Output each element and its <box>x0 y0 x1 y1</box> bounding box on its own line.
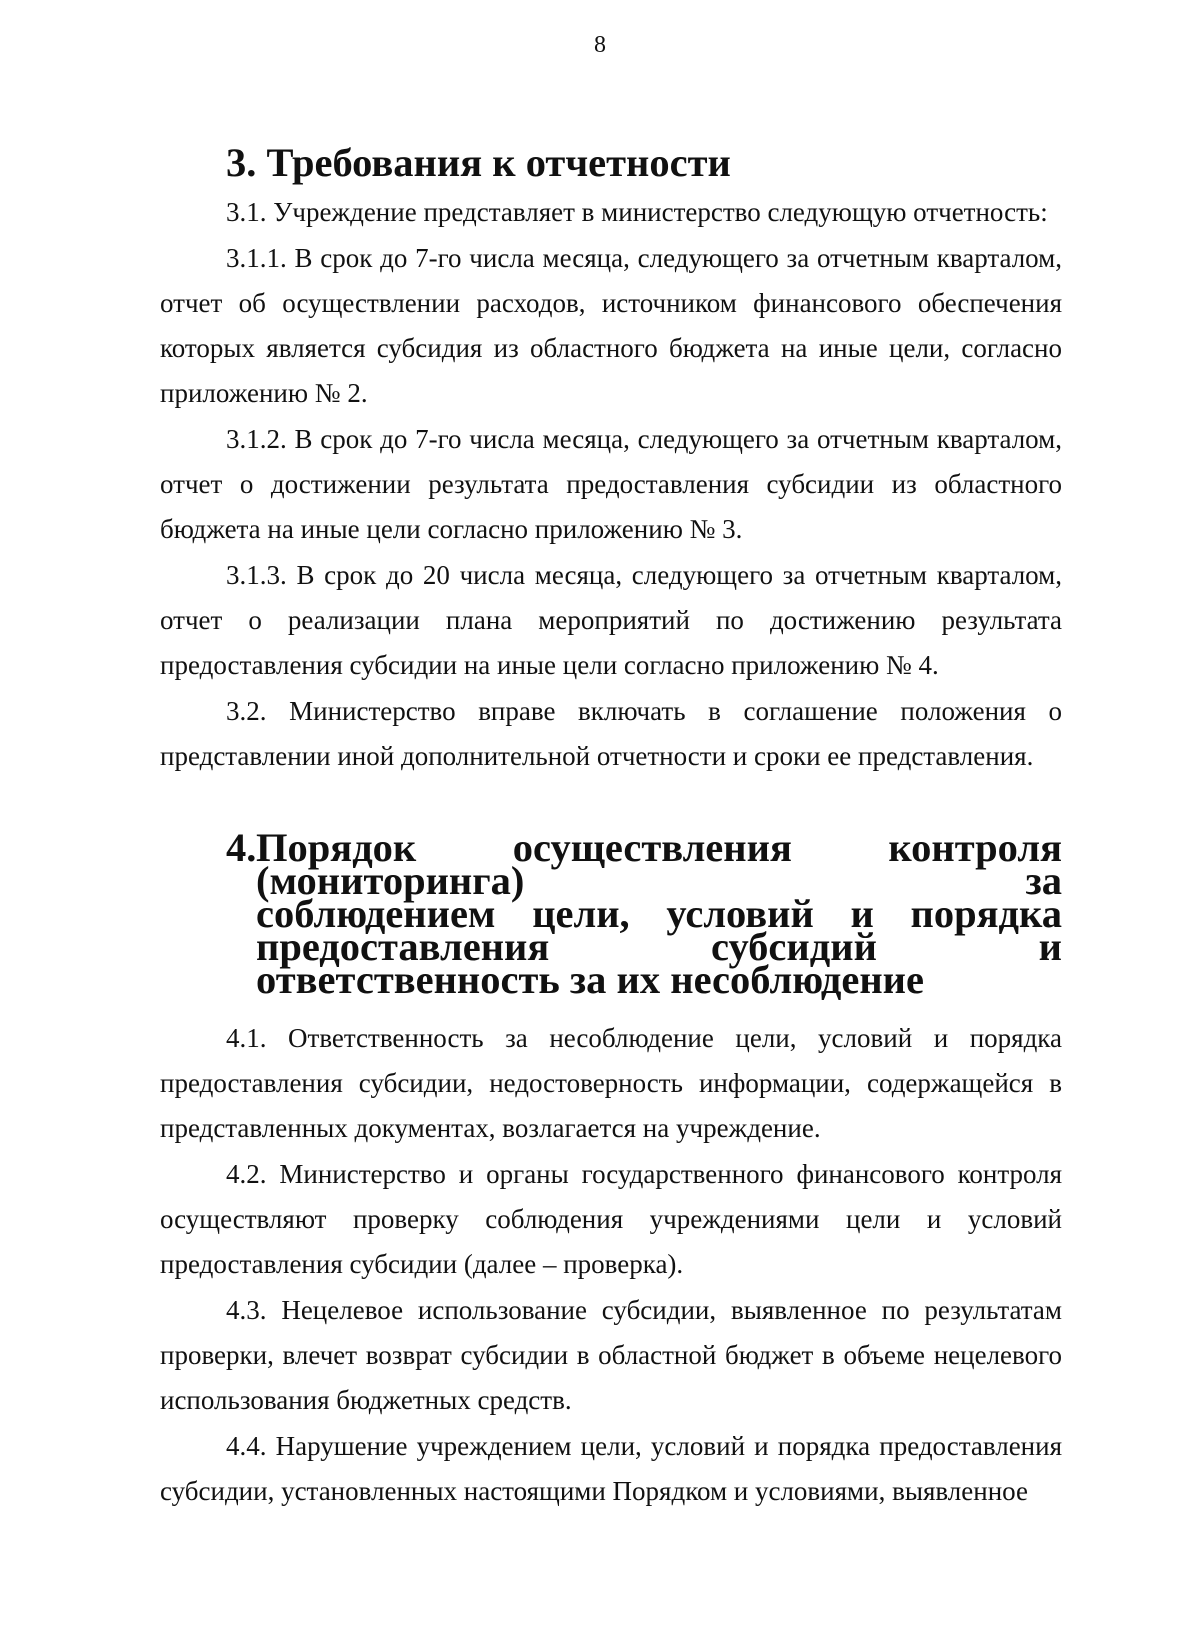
paragraph-4-3: 4.3. Нецелевое использование субсидии, выявленное по результатам проверки, влечет возврат субсидии в областной бюджет в объеме нецелевого использования бюджетных средств. <box>160 1295 1062 1415</box>
page-number: 8 <box>594 32 606 58</box>
paragraph-3-2: 3.2. Министерство вправе включать в соглашение положения о представлении иной дополнительной отчетности и сроки ее представления. <box>160 696 1062 771</box>
section-4-title-rest: соблюдением цели, условий и порядка предоставления субсидий и ответственность за их несоблюдение <box>256 891 1062 1002</box>
paragraph-4-2: 4.2. Министерство и органы государственного финансового контроля осуществляют проверку соблюдения учреждениями цели и условий предоставления субсидии (далее – проверка). <box>160 1159 1062 1279</box>
paragraph-4-4: 4.4. Нарушение учреждением цели, условий и порядка предоставления субсидии, установленных настоящими Порядком и условиями, выявленное <box>160 1431 1062 1506</box>
paragraph-3-1-1: 3.1.1. В срок до 7-го числа месяца, следующего за отчетным кварталом, отчет об осуществлении расходов, источником финансового обеспечения которых является субсидия из областного бюджета на иные цели, согласно приложению № 2. <box>160 243 1062 408</box>
section-4-title <box>160 825 1062 1002</box>
section-4-title-line1: Порядок осуществления контроля (мониторинга) за <box>256 825 1062 903</box>
paragraph-4-1: 4.1. Ответственность за несоблюдение цели, условий и порядка предоставления субсидии, недостоверность информации, содержащейся в представленных документах, возлагается на учреждение. <box>160 1023 1062 1143</box>
section-3-title: 3. Требования к отчетности <box>226 140 731 185</box>
section-4-title-text <box>256 825 1062 1002</box>
document-body <box>160 140 1062 1514</box>
section-4-number: 4. <box>226 825 257 870</box>
paragraph-3-1-3: 3.1.3. В срок до 20 числа месяца, следующего за отчетным кварталом, отчет о реализации плана мероприятий по достижению результата предоставления субсидии на иные цели согласно приложению № 4. <box>160 560 1062 680</box>
paragraph-3-1-2: 3.1.2. В срок до 7-го числа месяца, следующего за отчетным кварталом, отчет о достижении результата предоставления субсидии из областного бюджета на иные цели согласно приложению № 3. <box>160 424 1062 544</box>
paragraph-3-1: 3.1. Учреждение представляет в министерство следующую отчетность: <box>226 197 1048 227</box>
